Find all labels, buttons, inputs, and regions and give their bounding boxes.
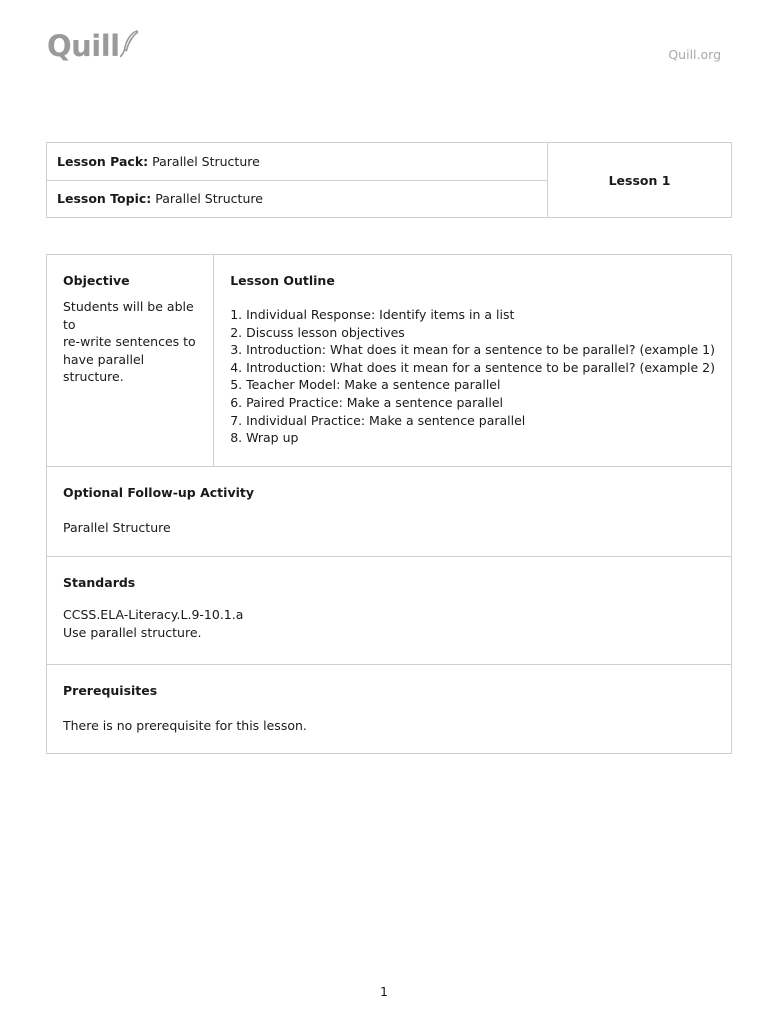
outline-cell	[214, 255, 731, 466]
followup-heading: Optional Follow-up Activity	[63, 485, 255, 500]
outline-item: 2. Discuss lesson objectives	[230, 324, 405, 340]
objective-line: Students will be able to	[63, 299, 194, 332]
outline-list	[230, 306, 715, 447]
quill-feather-icon	[120, 29, 140, 63]
standards-description: Use parallel structure.	[63, 624, 202, 640]
page-number: 1	[380, 984, 388, 999]
logo-text: Quill	[47, 29, 120, 63]
lesson-pack-label: Lesson Pack:	[57, 153, 149, 169]
outline-item: 7. Individual Practice: Make a sentence parallel	[230, 412, 526, 428]
objective-heading: Objective	[63, 273, 130, 288]
objective-text	[63, 298, 197, 386]
outline-item: 3. Introduction: What does it mean for a sentence to be parallel? (example 1)	[230, 342, 715, 358]
objective-outline-row	[47, 255, 731, 467]
outline-heading: Lesson Outline	[230, 273, 335, 288]
followup-text: Parallel Structure	[63, 520, 171, 535]
objective-line: re-write sentences to	[63, 334, 196, 349]
lesson-pack-row	[47, 143, 547, 180]
objective-line: have parallel structure.	[63, 351, 145, 384]
outline-item: 4. Introduction: What does it mean for a sentence to be parallel? (example 2)	[230, 359, 715, 375]
lesson-pack-value: Parallel Structure	[152, 153, 260, 169]
lesson-topic-label: Lesson Topic:	[57, 191, 152, 207]
prerequisites-heading: Prerequisites	[63, 683, 158, 698]
site-link[interactable]: Quill.org	[668, 47, 721, 62]
lesson-number: Lesson 1	[608, 172, 671, 188]
objective-cell	[47, 255, 214, 466]
standards-code: CCSS.ELA-Literacy.L.9-10.1.a	[63, 607, 244, 622]
outline-item: 6. Paired Practice: Make a sentence parallel	[230, 394, 503, 410]
lesson-topic-value: Parallel Structure	[155, 191, 263, 207]
standards-section	[47, 557, 731, 665]
outline-item: 1. Individual Response: Identify items in a list	[230, 307, 515, 322]
lesson-info-left	[47, 143, 548, 217]
standards-heading: Standards	[63, 575, 136, 590]
outline-item: 5. Teacher Model: Make a sentence parallel	[230, 377, 501, 393]
prerequisites-section	[47, 665, 731, 754]
lesson-plan-table	[46, 254, 732, 754]
lesson-topic-row	[47, 180, 547, 218]
quill-logo	[47, 26, 140, 66]
followup-section	[47, 467, 731, 557]
outline-item: 8. Wrap up	[230, 430, 299, 446]
standards-text	[63, 606, 715, 641]
prerequisites-text: There is no prerequisite for this lesson.	[63, 718, 307, 733]
lesson-info-table	[46, 142, 732, 218]
